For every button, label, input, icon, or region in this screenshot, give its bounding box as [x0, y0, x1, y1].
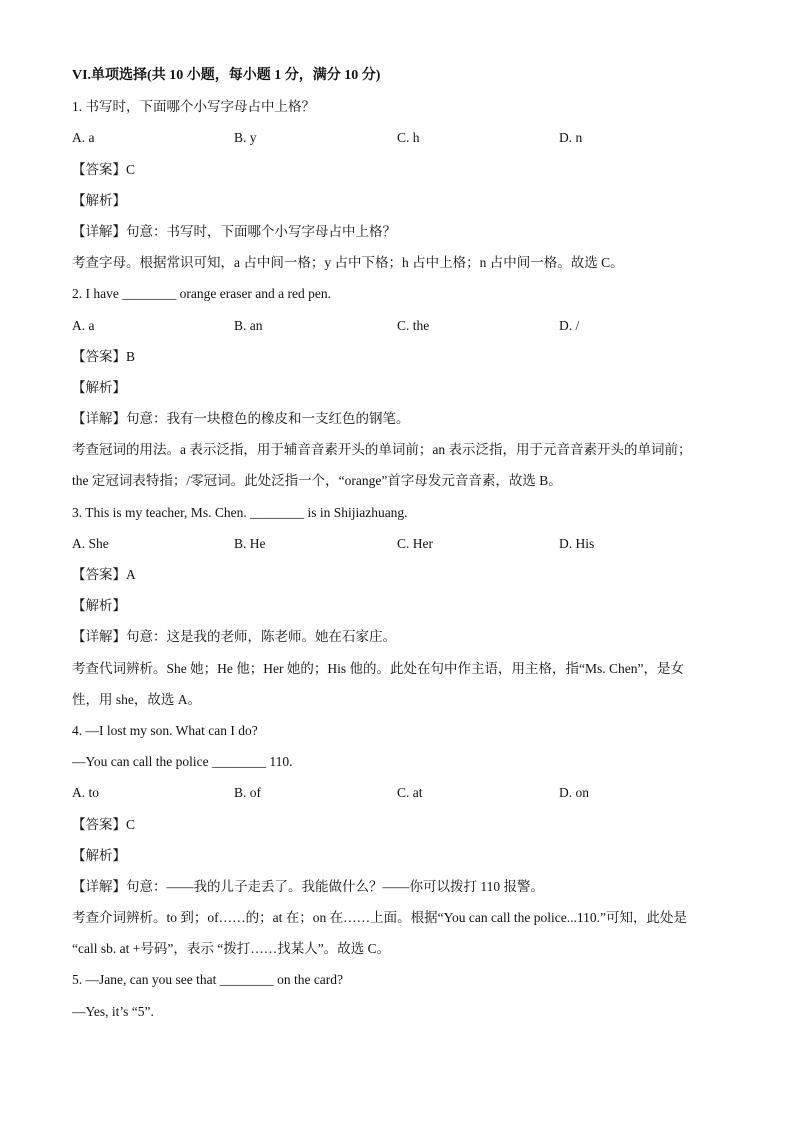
question-5 — [72, 968, 722, 1030]
detail-line: 考查字母。根据常识可知，a 占中间一格；y 占中下格；h 占中上格；n 占中间一格。故选 C。 — [72, 255, 624, 271]
option-d: D. on — [559, 785, 589, 801]
option-c: C. h — [397, 130, 420, 146]
question-stem: —Yes, it’s “5”. — [72, 1003, 154, 1019]
detail-line: 【详解】句意：——我的儿子走丢了。我能做什么？——你可以拨打 110 报警。 — [72, 878, 544, 894]
option-d: D. His — [559, 535, 595, 551]
option-row — [72, 126, 722, 157]
detail-line: 考查冠词的用法。a 表示泛指，用于辅音音素开头的单词前；an 表示泛指，用于元音音素开头的单词前； — [72, 442, 692, 458]
detail-line: “call sb. at +号码”，表示 “拨打……找某人”。故选 C。 — [72, 941, 391, 957]
section-title: VI.单项选择(共 10 小题，每小题 1 分，满分 10 分) — [72, 68, 381, 83]
answer-line: 【答案】A — [72, 567, 136, 582]
answer-line: 【答案】B — [72, 348, 136, 364]
question-2 — [72, 282, 722, 500]
option-b: B. of — [234, 785, 261, 801]
detail-line: 【详解】句意：书写时，下面哪个小写字母占中上格？ — [72, 223, 396, 239]
answer-line: 【答案】C — [72, 816, 136, 832]
detail-line: 性，用 she，故选 A。 — [72, 691, 201, 707]
analysis-label: 【解析】 — [72, 847, 126, 863]
option-d: D. / — [559, 317, 580, 333]
option-c: C. Her — [397, 535, 433, 551]
question-stem: 4. —I lost my son. What can I do? — [72, 722, 258, 738]
question-stem: 5. —Jane, can you see that ________ on the card? — [72, 972, 344, 988]
question-stem: 3. This is my teacher, Ms. Chen. ________ is in Shijiazhuang. — [72, 504, 408, 520]
option-a: A. She — [72, 535, 109, 551]
answer-line: 【答案】C — [72, 161, 136, 177]
option-row — [72, 532, 722, 563]
option-b: B. He — [234, 535, 266, 551]
question-1 — [72, 95, 722, 282]
option-b: B. y — [234, 130, 257, 146]
question-stem: 1. 书写时，下面哪个小写字母占中上格？ — [72, 99, 315, 115]
detail-line: 【详解】句意：我有一块橙色的橡皮和一支红色的钢笔。 — [72, 411, 410, 427]
option-d: D. n — [559, 130, 583, 146]
option-c: C. at — [397, 785, 423, 801]
option-a: A. a — [72, 317, 95, 333]
option-c: C. the — [397, 317, 430, 333]
detail-line: 考查介词辨析。to 到；of……的；at 在；on 在……上面。根据“You can call the police...110.”可知，此处是 — [72, 910, 687, 926]
question-stem: —You can call the police ________ 110. — [72, 754, 293, 770]
detail-line: 考查代词辨析。She 她；He 他；Her 她的；His 他的。此处在句中作主语，用主格，指“Ms. Chen”，是女 — [72, 660, 684, 676]
question-3 — [72, 501, 722, 719]
option-row — [72, 781, 722, 812]
option-row — [72, 314, 722, 345]
document-page — [72, 64, 722, 1031]
analysis-label: 【解析】 — [72, 379, 126, 395]
option-a: A. a — [72, 130, 95, 146]
analysis-label: 【解析】 — [72, 192, 126, 208]
detail-line: the 定冠词表特指；/零冠词。此处泛指一个，“orange”首字母发元音音素，故选 B。 — [72, 473, 562, 489]
analysis-label: 【解析】 — [72, 598, 126, 614]
question-stem: 2. I have ________ orange eraser and a red pen. — [72, 286, 332, 302]
detail-line: 【详解】句意：这是我的老师，陈老师。她在石家庄。 — [72, 629, 396, 645]
option-b: B. an — [234, 317, 263, 333]
question-4 — [72, 719, 722, 969]
option-a: A. to — [72, 785, 99, 801]
